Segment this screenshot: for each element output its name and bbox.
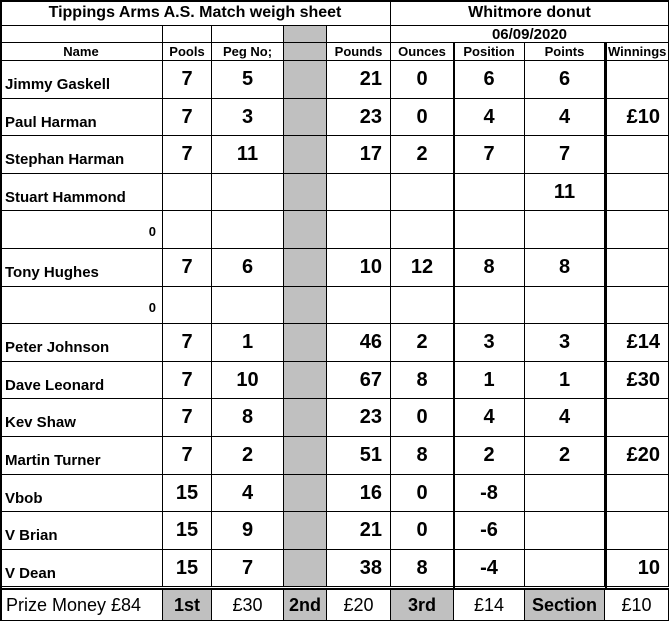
spacer-column	[284, 99, 327, 136]
winnings-value	[605, 61, 669, 99]
position-value	[454, 174, 525, 211]
peg-number: 8	[212, 399, 284, 437]
pounds-value	[327, 174, 391, 211]
ounces-value: 2	[391, 324, 454, 362]
position-value	[454, 287, 525, 324]
ounces-value: 0	[391, 475, 454, 512]
points-value: 4	[525, 399, 605, 437]
pools-value: 7	[163, 399, 212, 437]
angler-name: Vbob	[0, 475, 163, 512]
angler-name: Paul Harman	[0, 99, 163, 136]
position-value: 4	[454, 399, 525, 437]
winnings-value: £14	[605, 324, 669, 362]
peg-number: 4	[212, 475, 284, 512]
winnings-value	[605, 136, 669, 174]
angler-name: Kev Shaw	[0, 399, 163, 437]
peg-number: 2	[212, 437, 284, 475]
peg-number: 3	[212, 99, 284, 136]
points-value: 6	[525, 61, 605, 99]
winnings-value	[605, 174, 669, 211]
spacer-column	[284, 61, 327, 99]
pounds-value: 51	[327, 437, 391, 475]
points-value: 3	[525, 324, 605, 362]
ounces-value: 2	[391, 136, 454, 174]
points-value: 2	[525, 437, 605, 475]
section-prize: £10	[605, 588, 669, 621]
third-label: 3rd	[391, 588, 454, 621]
angler-name: Tony Hughes	[0, 249, 163, 287]
peg-number: 7	[212, 550, 284, 587]
points-value: 1	[525, 362, 605, 399]
angler-name: Stuart Hammond	[0, 174, 163, 211]
pounds-value: 38	[327, 550, 391, 587]
venue-name: Whitmore donut	[391, 0, 669, 26]
column-header-ounces: Ounces	[391, 43, 454, 61]
winnings-value	[605, 211, 669, 249]
peg-number: 9	[212, 512, 284, 550]
winnings-value	[605, 249, 669, 287]
prize-money: Prize Money £84	[0, 588, 163, 621]
column-header-name: Name	[0, 43, 163, 61]
position-value: -8	[454, 475, 525, 512]
ounces-value	[391, 174, 454, 211]
ounces-value: 0	[391, 99, 454, 136]
position-value	[454, 211, 525, 249]
pools-value: 7	[163, 136, 212, 174]
pools-value	[163, 174, 212, 211]
pools-value: 7	[163, 437, 212, 475]
first-label: 1st	[163, 588, 212, 621]
pools-value: 15	[163, 475, 212, 512]
winnings-value	[605, 475, 669, 512]
points-value	[525, 287, 605, 324]
winnings-value: 10	[605, 550, 669, 587]
pools-value: 15	[163, 550, 212, 587]
pools-value: 7	[163, 324, 212, 362]
column-header-pounds: Pounds	[327, 43, 391, 61]
ounces-value: 8	[391, 437, 454, 475]
points-value: 4	[525, 99, 605, 136]
position-value: 1	[454, 362, 525, 399]
position-value: 4	[454, 99, 525, 136]
spacer-column	[284, 437, 327, 475]
column-header-position: Position	[454, 43, 525, 61]
spacer-column	[284, 324, 327, 362]
angler-name: Peter Johnson	[0, 324, 163, 362]
winnings-value	[605, 399, 669, 437]
position-value: 8	[454, 249, 525, 287]
spacer-column	[284, 43, 327, 61]
ounces-value: 0	[391, 512, 454, 550]
ounces-value	[391, 287, 454, 324]
angler-name: V Brian	[0, 512, 163, 550]
points-value: 8	[525, 249, 605, 287]
pounds-value: 10	[327, 249, 391, 287]
sheet-title: Tippings Arms A.S. Match weigh sheet	[0, 0, 391, 26]
angler-name: Martin Turner	[0, 437, 163, 475]
spacer-column	[284, 512, 327, 550]
pounds-value	[327, 287, 391, 324]
position-value: 6	[454, 61, 525, 99]
peg-number	[212, 211, 284, 249]
peg-number: 11	[212, 136, 284, 174]
section-label: Section	[525, 588, 605, 621]
spacer-column	[284, 399, 327, 437]
pounds-value: 46	[327, 324, 391, 362]
spacer-column	[284, 211, 327, 249]
second-label: 2nd	[284, 588, 327, 621]
peg-number: 1	[212, 324, 284, 362]
blank-cell	[0, 26, 163, 43]
points-value	[525, 211, 605, 249]
pounds-value: 21	[327, 512, 391, 550]
match-date: 06/09/2020	[391, 26, 669, 43]
peg-number: 6	[212, 249, 284, 287]
peg-number: 5	[212, 61, 284, 99]
column-header-peg: Peg No;	[212, 43, 284, 61]
spacer-column	[284, 550, 327, 587]
peg-number	[212, 287, 284, 324]
ounces-value: 0	[391, 61, 454, 99]
winnings-value: £20	[605, 437, 669, 475]
angler-name: Jimmy Gaskell	[0, 61, 163, 99]
position-value: -6	[454, 512, 525, 550]
pounds-value: 16	[327, 475, 391, 512]
winnings-value	[605, 287, 669, 324]
third-prize: £14	[454, 588, 525, 621]
ounces-value: 0	[391, 399, 454, 437]
points-value	[525, 550, 605, 587]
points-value	[525, 475, 605, 512]
column-header-pools: Pools	[163, 43, 212, 61]
spacer-column	[284, 475, 327, 512]
ounces-value: 12	[391, 249, 454, 287]
blank-cell	[212, 26, 284, 43]
position-value: 3	[454, 324, 525, 362]
pools-value: 7	[163, 249, 212, 287]
points-value	[525, 512, 605, 550]
second-prize: £20	[327, 588, 391, 621]
pounds-value: 23	[327, 399, 391, 437]
column-header-points: Points	[525, 43, 605, 61]
first-prize: £30	[212, 588, 284, 621]
pounds-value: 17	[327, 136, 391, 174]
spacer-column	[284, 249, 327, 287]
angler-name: Stephan Harman	[0, 136, 163, 174]
spacer-column	[284, 287, 327, 324]
spacer-column	[284, 174, 327, 211]
pools-value: 15	[163, 512, 212, 550]
position-value: 7	[454, 136, 525, 174]
spacer-column	[284, 362, 327, 399]
ounces-value: 8	[391, 362, 454, 399]
pounds-value: 21	[327, 61, 391, 99]
blank-cell	[327, 26, 391, 43]
spacer-column	[284, 136, 327, 174]
peg-number: 10	[212, 362, 284, 399]
peg-number	[212, 174, 284, 211]
ounces-value: 8	[391, 550, 454, 587]
winnings-value: £30	[605, 362, 669, 399]
blank-cell	[163, 26, 212, 43]
pools-value: 7	[163, 61, 212, 99]
pools-value	[163, 287, 212, 324]
angler-name: Dave Leonard	[0, 362, 163, 399]
angler-name: V Dean	[0, 550, 163, 587]
winnings-value	[605, 512, 669, 550]
pools-value: 7	[163, 362, 212, 399]
pools-value: 7	[163, 99, 212, 136]
pounds-value: 23	[327, 99, 391, 136]
position-value: 2	[454, 437, 525, 475]
winnings-value: £10	[605, 99, 669, 136]
ounces-value	[391, 211, 454, 249]
spacer-column	[284, 26, 327, 43]
points-value: 11	[525, 174, 605, 211]
angler-name: 0	[0, 287, 163, 324]
angler-name: 0	[0, 211, 163, 249]
column-header-winnings: Winnings	[605, 43, 669, 61]
pools-value	[163, 211, 212, 249]
pounds-value	[327, 211, 391, 249]
points-value: 7	[525, 136, 605, 174]
pounds-value: 67	[327, 362, 391, 399]
position-value: -4	[454, 550, 525, 587]
